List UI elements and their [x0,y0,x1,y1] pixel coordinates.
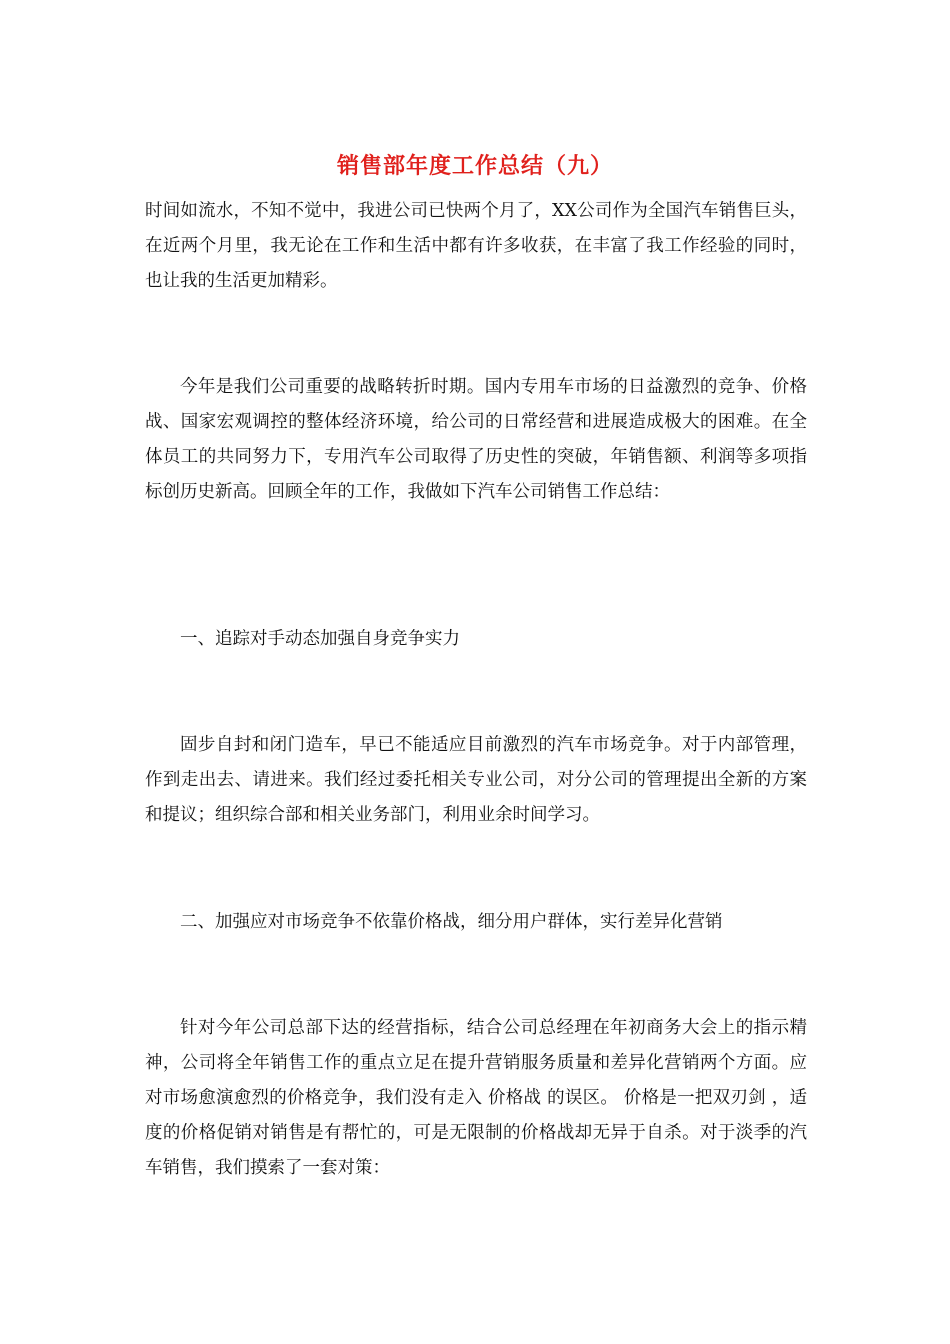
document-title: 销售部年度工作总结（九） [336,153,613,179]
section-heading-2: 二、加强应对市场竞争不依靠价格战，细分用户群体，实行差异化营销 [180,912,723,932]
paragraph-intro: 时间如流水，不知不觉中，我进公司已快两个月了，XX公司作为全国汽车销售巨头，在近两个月里，我无论在工作和生活中都有许多收获，在丰富了我工作经验的同时，也让我的生活更加精彩。 [145,201,807,291]
paragraph-overview: 今年是我们公司重要的战略转折时期。国内专用车市场的日益激烈的竞争、价格战、国家宏观调控的整体经济环境，给公司的日常经营和进展造成极大的困难。在全体员工的共同努力下，专用汽车公司取得了历史性的突破，年销售额、利润等多项指标创历史新高。回顾全年的工作，我做如下汽车公司销售工作总结： [145,377,807,502]
section-heading-1: 一、追踪对手动态加强自身竞争实力 [180,629,460,649]
paragraph-section-2: 针对今年公司总部下达的经营指标，结合公司总经理在年初商务大会上的指示精神，公司将全年销售工作的重点立足在提升营销服务质量和差异化营销两个方面。应对市场愈演愈烈的价格竞争，我们没有走入 价格战 的误区。 价格是一把双刃剑 ，适度的价格促销对销售是有帮忙的，可是无限制的价格战却无异于自杀。对于淡季的汽车销售，我们摸索了一套对策： [145,1018,807,1178]
paragraph-section-1: 固步自封和闭门造车，早已不能适应目前激烈的汽车市场竞争。对于内部管理，作到走出去、请进来。我们经过委托相关专业公司，对分公司的管理提出全新的方案和提议；组织综合部和相关业务部门，利用业余时间学习。 [145,735,807,825]
